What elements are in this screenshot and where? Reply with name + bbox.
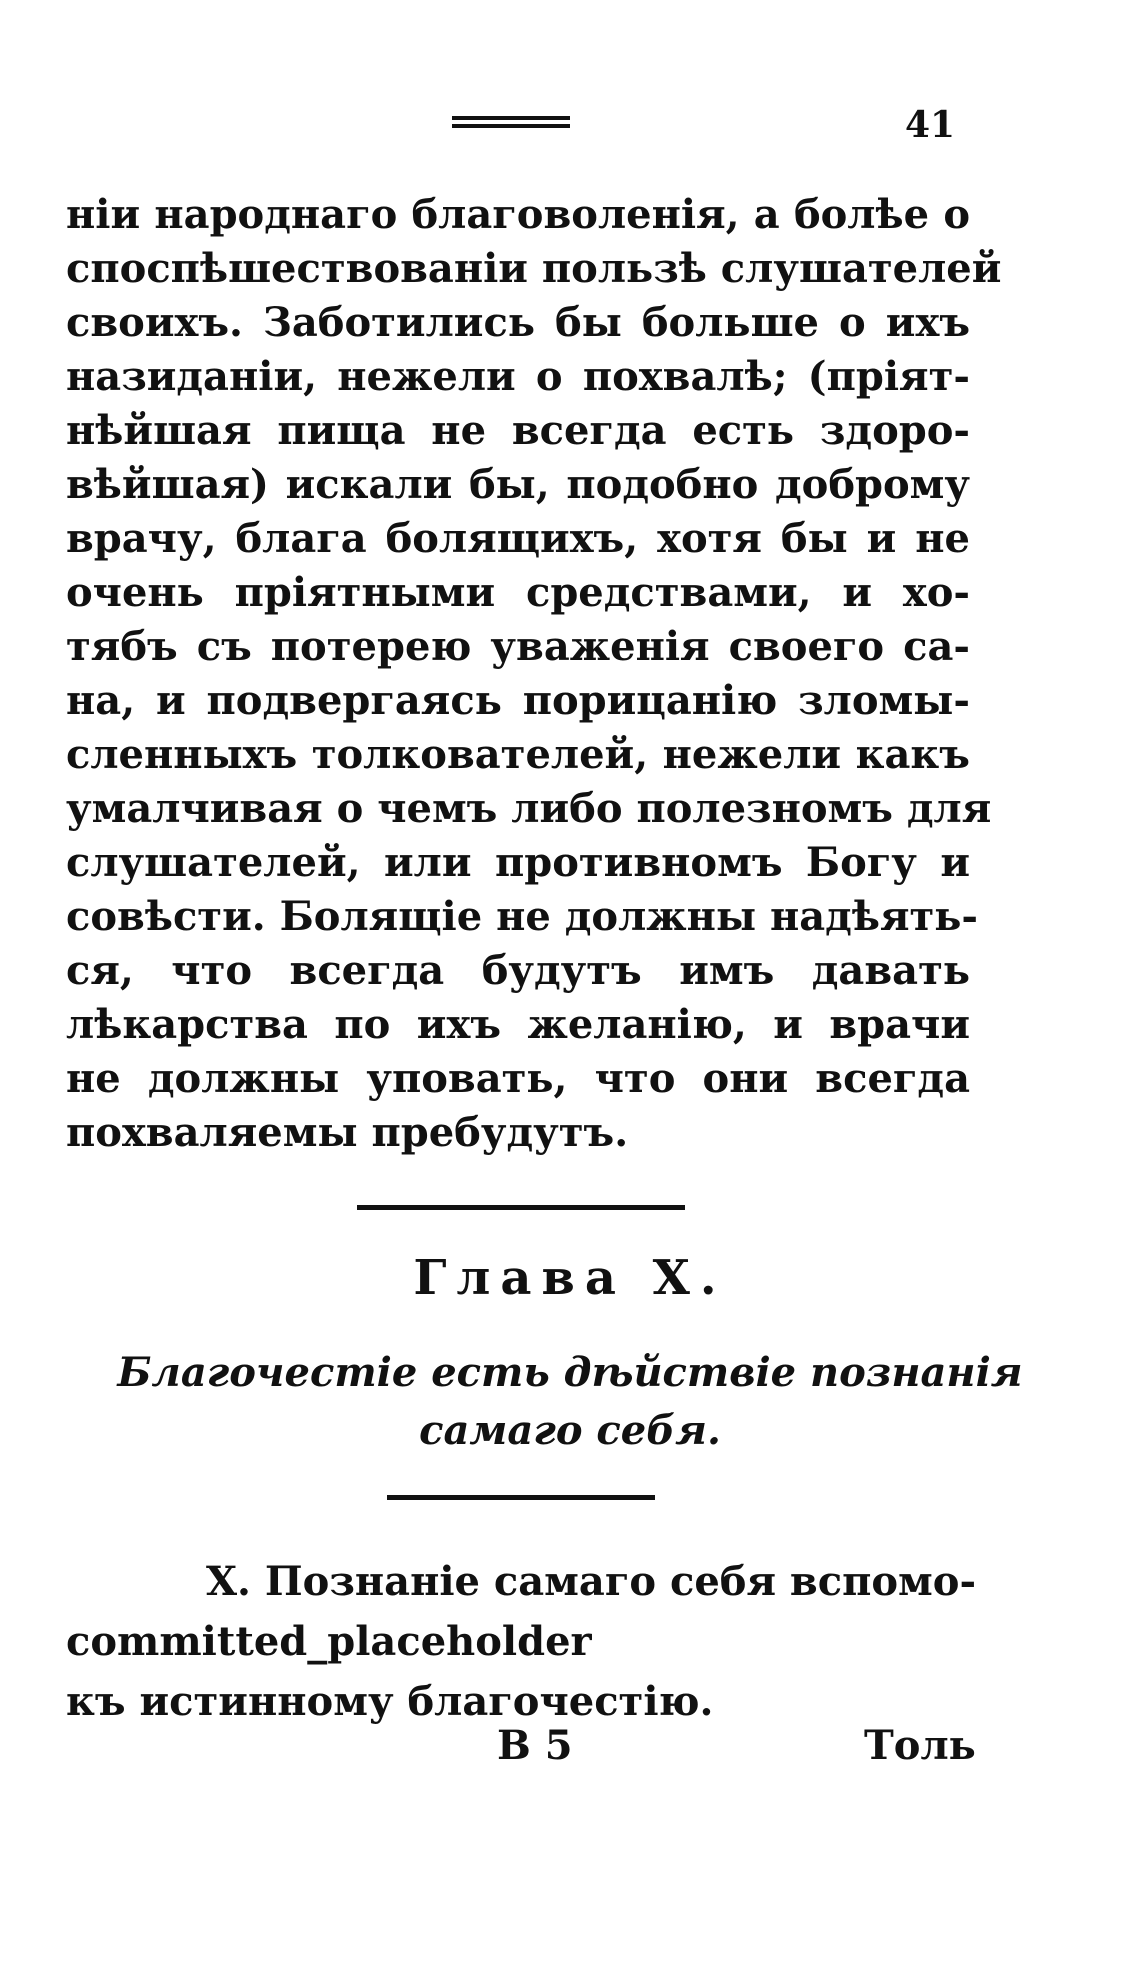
text-line: совѣсти. Болящiе не должны надѣять- [66,893,979,940]
chapter-subtitle [80,1344,1060,1460]
text-line: назиданiи, нежели о похвалѣ; (прiят- [66,353,970,400]
text-line: своихъ. Заботились бы больше о ихъ [66,299,970,346]
text-line: ся, что всегда будутъ имъ давать [66,947,970,994]
page-number: 41 [905,104,956,146]
header-double-rule [452,116,570,128]
text-line: врачу, блага болящихъ, хотя бы и не [66,515,970,562]
text-line: споспѣшествованiи пользѣ слушателей [66,245,1002,292]
section-divider [387,1495,655,1500]
text-line: слушателей, или противномъ Богу и [66,839,970,886]
signature-mark: В 5 [497,1722,573,1769]
body-text [66,188,1002,1160]
subtitle-line: самаго себя. [419,1407,721,1454]
text-line: нiи народнаго благоволенiя, а болѣе о [66,191,970,238]
text-line: сленныхъ толкователей, нежели какъ [66,731,970,778]
catchword: Толь [864,1722,976,1769]
text-line: къ истинному благочестiю. [66,1678,714,1725]
text-line: похваляемы пребудутъ. [66,1109,629,1156]
chapter-title: Глава X. [413,1250,727,1306]
section-divider [357,1205,685,1210]
text-line: на, и подвергаясь порицанiю зломы- [66,677,970,724]
text-line: тябъ съ потерею уваженiя своего са- [66,623,970,670]
text-line: committed_placeholder [66,1618,592,1665]
text-line: умалчивая о чемъ либо полезномъ для [66,785,992,832]
text-line: вѣйшая) искали бы, подобно доброму [66,461,970,508]
text-line: X. Познанiе самаго себя вспомо- [206,1558,977,1605]
text-line: не должны уповать, что они всегда [66,1055,970,1102]
text-line: лѣкарства по ихъ желанiю, и врачи [66,1001,970,1048]
subtitle-line: Благочестiе есть дѣйствiе познанiя [117,1349,1023,1396]
text-line: очень прiятными средствами, и хо- [66,569,970,616]
text-line: нѣйшая пища не всегда есть здоро- [66,407,970,454]
chapter-paragraph [66,1552,977,1732]
